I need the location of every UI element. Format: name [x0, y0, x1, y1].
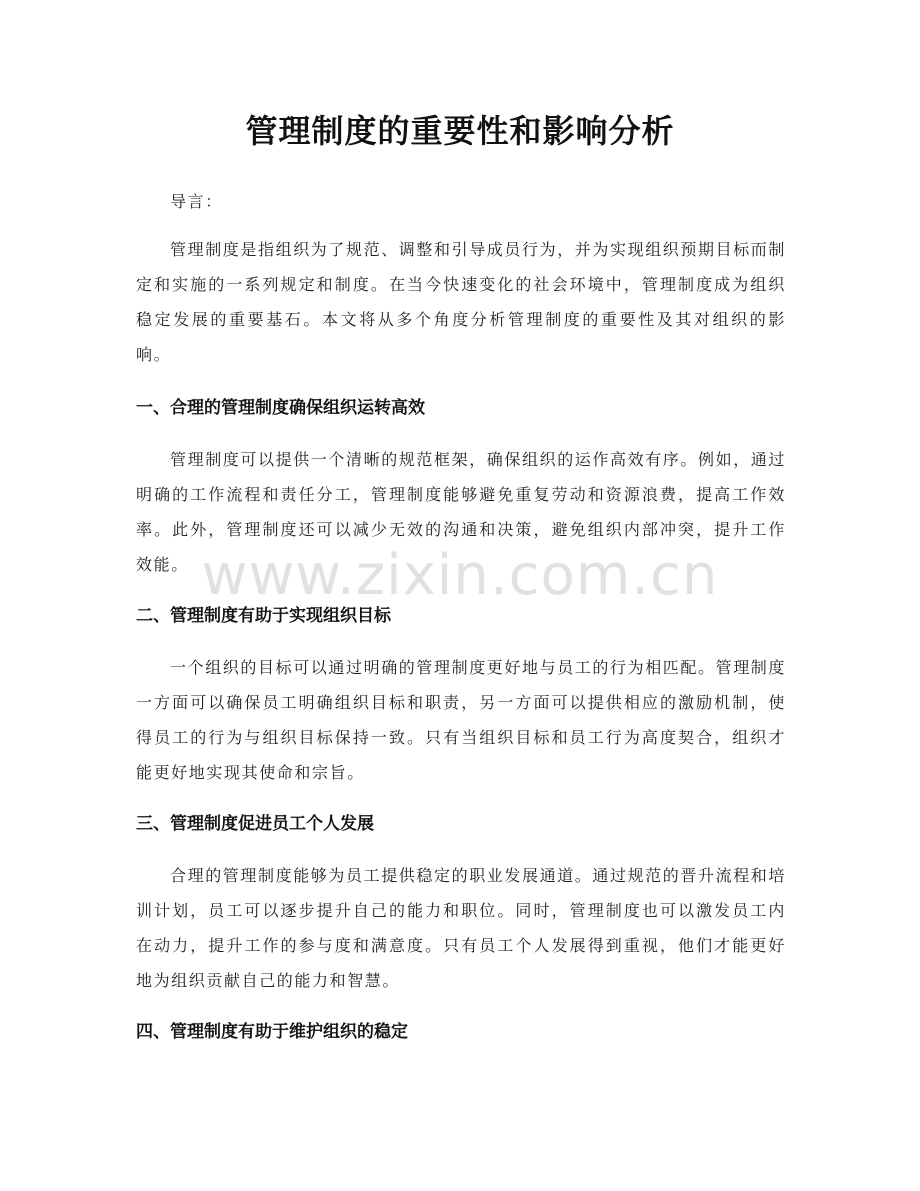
section-3-paragraph: 合理的管理制度能够为员工提供稳定的职业发展通道。通过规范的晋升流程和培训计划，员工可以逐步提升自己的能力和职位。同时，管理制度也可以激发员工内在动力，提升工作的参与度和满意度。只有员工个人发展得到重视，他们才能更好地为组织贡献自己的能力和智慧。 [136, 866, 787, 990]
section-2-paragraph: 一个组织的目标可以通过明确的管理制度更好地与员工的行为相匹配。管理制度一方面可以确保员工明确组织目标和职责，另一方面可以提供相应的激励机制，使得员工的行为与组织目标保持一致。只有当组织目标和员工行为高度契合，组织才能更好地实现其使命和宗旨。 [136, 658, 787, 782]
intro-label: 导言： [170, 192, 223, 211]
section-3-heading: 三、管理制度促进员工个人发展 [136, 814, 374, 834]
section-4-heading: 四、管理制度有助于维护组织的稳定 [136, 1022, 408, 1042]
section-1-heading: 一、合理的管理制度确保组织运转高效 [136, 398, 425, 418]
section-1-paragraph: 管理制度可以提供一个清晰的规范框架，确保组织的运作高效有序。例如，通过明确的工作流程和责任分工，管理制度能够避免重复劳动和资源浪费，提高工作效率。此外，管理制度还可以减少无效的沟通和决策，避免组织内部冲突，提升工作效能。 [136, 450, 787, 574]
document-title: 管理制度的重要性和影响分析 [245, 112, 675, 150]
section-2-heading: 二、管理制度有助于实现组织目标 [136, 606, 391, 626]
watermark: www.zixin.com.cn [201, 543, 719, 608]
intro-paragraph: 管理制度是指组织为了规范、调整和引导成员行为，并为实现组织预期目标而制定和实施的一系列规定和制度。在当今快速变化的社会环境中，管理制度成为组织稳定发展的重要基石。本文将从多个角度分析管理制度的重要性及其对组织的影响。 [136, 240, 787, 364]
